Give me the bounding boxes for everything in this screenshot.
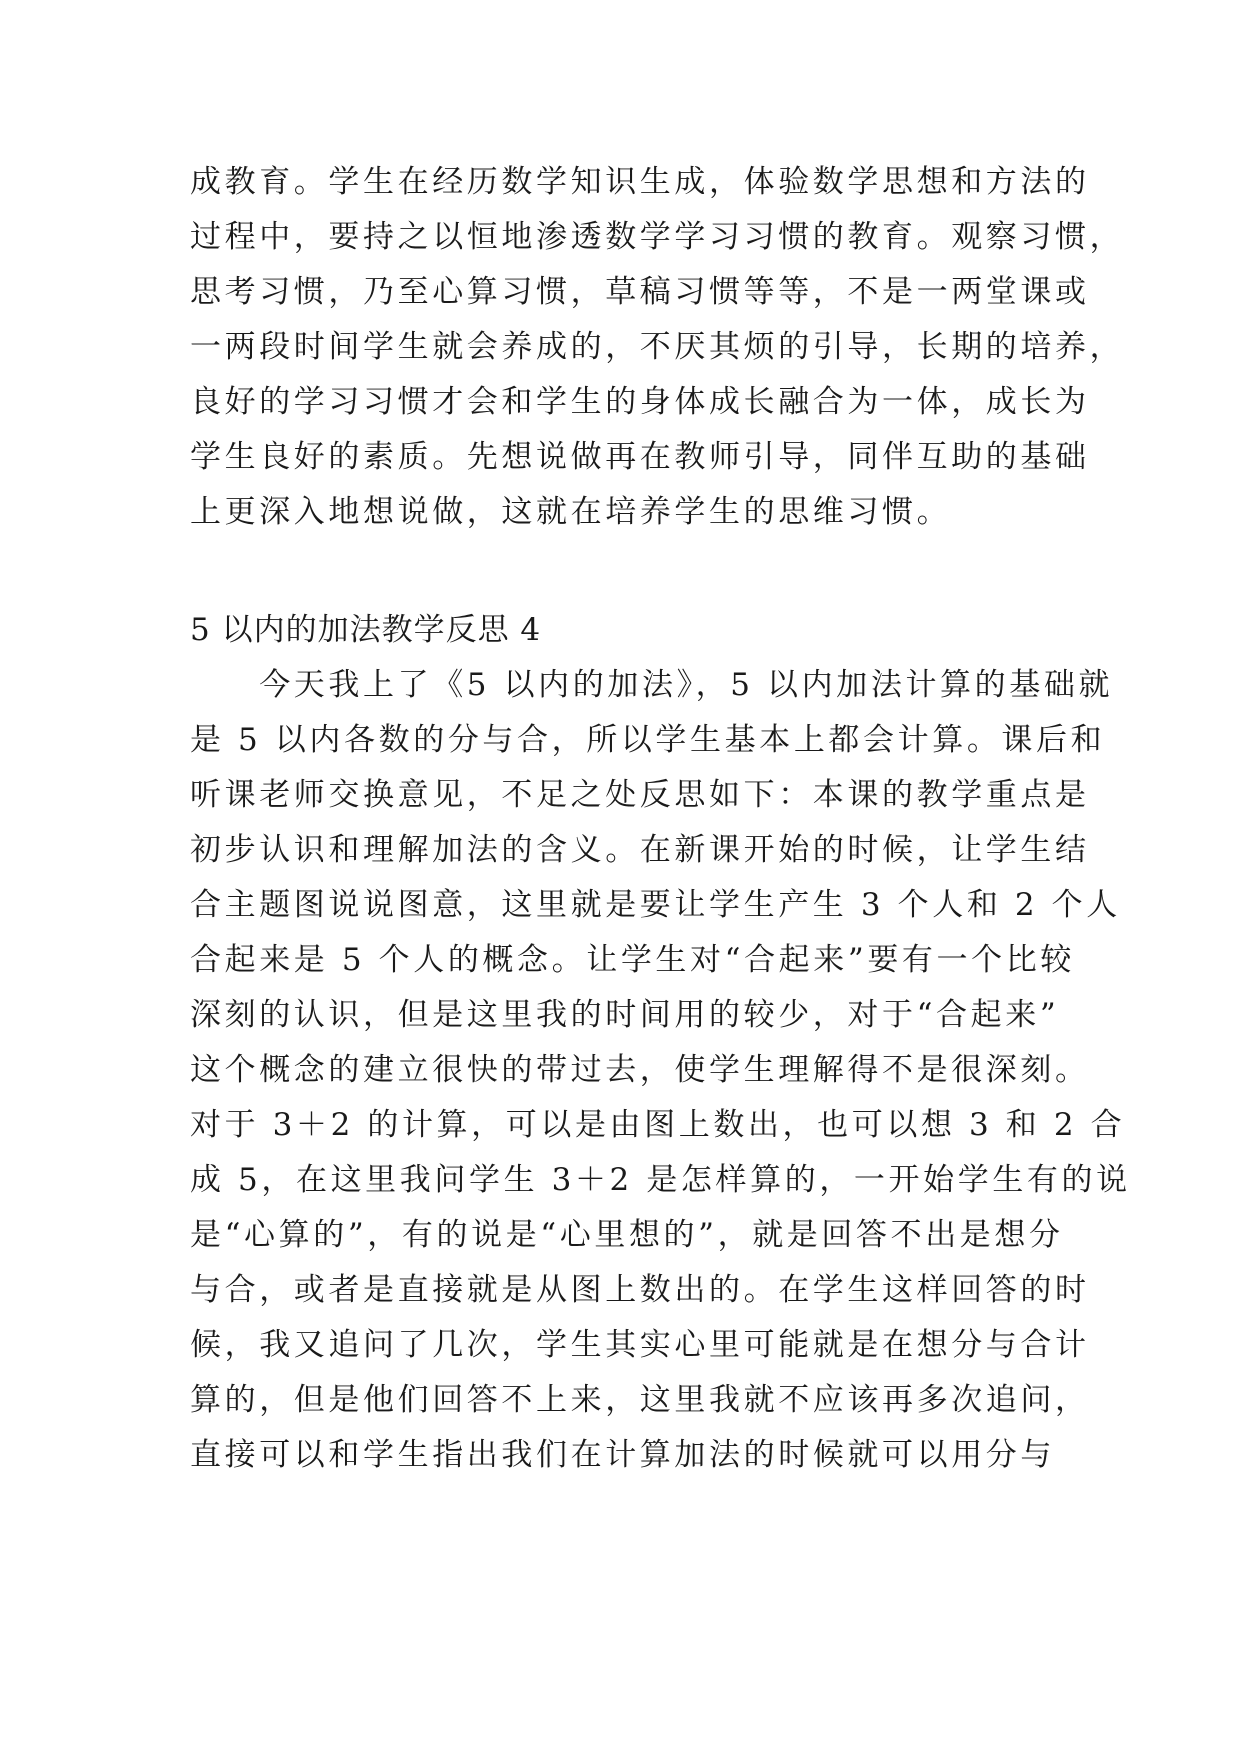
paragraph-line: 合起来是 5 个人的概念。让学生对“合起来”要有一个比较: [190, 942, 1075, 978]
paragraph-line: 深刻的认识，但是这里我的时间用的较少，对于“合起来”: [190, 997, 1060, 1033]
paragraph-line: 过程中，要持之以恒地渗透数学学习习惯的教育。观察习惯，: [190, 219, 1125, 255]
paragraph-line: 良好的学习习惯才会和学生的身体成长融合为一体，成长为: [190, 384, 1090, 420]
paragraph-line: 思考习惯，乃至心算习惯，草稿习惯等等，不是一两堂课或: [190, 274, 1090, 310]
paragraph-line: 学生良好的素质。先想说做再在教师引导，同伴互助的基础: [190, 439, 1090, 475]
paragraph-line: 算的，但是他们回答不上来，这里我就不应该再多次追问，: [190, 1382, 1090, 1418]
paragraph-line: 候，我又追问了几次，学生其实心里可能就是在想分与合计: [190, 1327, 1090, 1363]
paragraph-line: 是 5 以内各数的分与合，所以学生基本上都会计算。课后和: [190, 722, 1106, 758]
paragraph-line: 合主题图说说图意，这里就是要让学生产生 3 个人和 2 个人: [190, 887, 1121, 923]
paragraph-line: 直接可以和学生指出我们在计算加法的时候就可以用分与: [190, 1437, 1055, 1473]
paragraph-line: 是“心算的”，有的说是“心里想的”，就是回答不出是想分: [190, 1217, 1064, 1253]
paragraph-line: 对于 3＋2 的计算，可以是由图上数出，也可以想 3 和 2 合: [190, 1107, 1126, 1143]
paragraph-line: 成教育。学生在经历数学知识生成，体验数学思想和方法的: [190, 164, 1090, 200]
paragraph-line: 初步认识和理解加法的含义。在新课开始的时候，让学生结: [190, 832, 1090, 868]
paragraph-line: 一两段时间学生就会养成的，不厌其烦的引导，长期的培养，: [190, 329, 1125, 365]
paragraph-line: 上更深入地想说做，这就在培养学生的思维习惯。: [190, 494, 952, 530]
paragraph-line: 这个概念的建立很快的带过去，使学生理解得不是很深刻。: [190, 1052, 1090, 1088]
paragraph-line: 成 5，在这里我问学生 3＋2 是怎样算的，一开始学生有的说: [190, 1162, 1131, 1198]
paragraph-line: 听课老师交换意见，不足之处反思如下：本课的教学重点是: [190, 777, 1090, 813]
paragraph-line: 今天我上了《5 以内的加法》，5 以内加法计算的基础就: [190, 667, 1114, 703]
section-heading: 5 以内的加法教学反思 4: [190, 612, 542, 648]
paragraph-line: 与合，或者是直接就是从图上数出的。在学生这样回答的时: [190, 1272, 1090, 1308]
